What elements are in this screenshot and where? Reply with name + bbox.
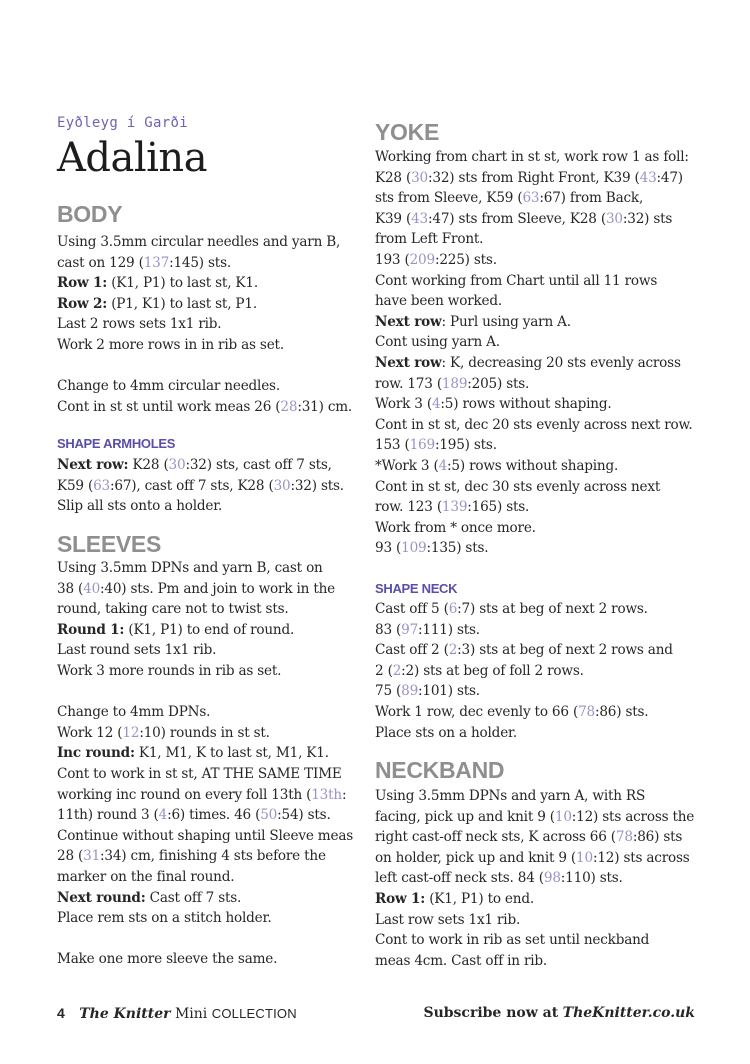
text-line (57, 867, 367, 888)
text-line (375, 620, 705, 641)
text-segment: Cast off 2 ( (375, 642, 449, 659)
text-segment: :2) sts at beg of foll 2 rows. (401, 662, 584, 679)
row-label: Row 2: (57, 295, 108, 312)
text-segment: Cont to work in rib as set until neckband (375, 932, 650, 949)
text-segment: 153 ( (375, 437, 410, 454)
text-segment: row. 173 ( (375, 375, 442, 392)
text-segment: :12) sts across (592, 849, 690, 866)
text-line (375, 168, 705, 189)
size-value: 4 (158, 807, 168, 824)
text-segment: (K1, P1) to last st, K1. (107, 275, 258, 292)
yoke-heading: YOKE (375, 119, 439, 145)
text-line (57, 397, 367, 418)
size-value: 63 (93, 477, 110, 494)
text-segment: :3) sts at beg of next 2 rows and (457, 642, 673, 659)
text-segment: on holder, pick up and knit 9 ( (375, 849, 577, 866)
text-line (375, 640, 705, 661)
size-value: 139 (441, 499, 468, 516)
text-segment: K1, M1, K to last st, M1, K1. (134, 745, 329, 762)
size-value: 2 (448, 642, 458, 659)
text-line (375, 807, 705, 828)
text-segment: Last 2 rows sets 1x1 rib. (57, 316, 222, 333)
text-line (375, 599, 705, 620)
text-line (375, 661, 705, 682)
row-label: Next row: (57, 457, 129, 473)
text-segment: sts from Sleeve, K59 ( (375, 190, 523, 207)
text-segment: : (341, 786, 347, 803)
text-segment: Cont to work in st st, AT THE SAME TIME (57, 765, 342, 782)
row-label: Round 1: (57, 621, 125, 638)
size-value: 209 (409, 251, 435, 268)
text-line (375, 477, 705, 498)
row-label: Next row (375, 354, 442, 371)
text-segment: :205) sts. (467, 375, 530, 392)
text-segment: :31) cm. (297, 398, 353, 415)
text-line (375, 827, 705, 848)
text-segment: :54) sts. (277, 807, 331, 824)
text-segment: :5) rows without shaping. (440, 396, 612, 413)
text-segment: Cont in st st, dec 20 sts evenly across next row. (375, 416, 693, 433)
size-value: 30 (605, 210, 623, 227)
text-line (375, 848, 705, 869)
text-segment: Place rem sts on a stitch holder. (57, 910, 272, 927)
sleeves-text (57, 558, 367, 970)
text-line (57, 273, 367, 294)
text-segment: Work 1 row, dec evenly to 66 ( (375, 703, 579, 720)
text-segment: Cast off 7 sts. (145, 889, 242, 906)
text-segment: : Purl using yarn A. (441, 313, 571, 330)
text-segment: Work 2 more rows in in rib as set. (57, 336, 284, 353)
text-line (375, 250, 705, 271)
text-segment: :86) sts. (594, 703, 649, 720)
text-segment: :145) sts. (169, 254, 231, 271)
text-line (375, 415, 705, 436)
text-segment: : K, decreasing 20 sts evenly across (441, 354, 681, 371)
text-line (375, 889, 705, 910)
text-segment: left cast-off neck sts. 84 ( (375, 870, 544, 887)
text-segment: 83 ( (375, 621, 402, 638)
text-line (375, 291, 705, 312)
text-line (57, 232, 367, 253)
text-line (375, 930, 705, 951)
size-value: 6 (448, 601, 458, 617)
text-line (375, 681, 705, 702)
text-line (375, 497, 705, 518)
size-value: 43 (411, 210, 428, 227)
text-line (375, 147, 705, 168)
sleeves-heading: SLEEVES (57, 531, 161, 557)
text-segment: 93 ( (375, 540, 402, 557)
text-line (375, 702, 705, 723)
text-segment: Work 3 ( (375, 396, 432, 413)
text-line (57, 908, 367, 929)
text-segment: Place sts on a holder. (375, 724, 517, 741)
text-segment: have been worked. (375, 293, 502, 310)
size-value: 137 (143, 254, 170, 271)
body-heading: BODY (57, 201, 123, 227)
text-segment: cast on 129 ( (57, 254, 144, 271)
text-segment: :32) sts from Right Front, K39 ( (427, 169, 640, 186)
size-value: 12 (122, 724, 140, 741)
text-line (57, 723, 367, 744)
text-segment: Working from chart in st st, work row 1 as foll: (375, 149, 689, 165)
text-segment: 28 ( (57, 848, 84, 865)
text-line (375, 723, 705, 744)
size-value: 78 (578, 703, 595, 720)
text-segment: 75 ( (375, 683, 402, 700)
size-value: 189 (441, 375, 468, 392)
text-line (375, 786, 705, 807)
size-value: 89 (401, 683, 419, 700)
text-segment: :135) sts. (426, 540, 489, 557)
text-line (57, 702, 367, 723)
text-segment: Using 3.5mm circular needles and yarn B, (57, 234, 341, 250)
text-segment: :40) sts. Pm and join to work in the (100, 580, 335, 597)
text-segment: :32) sts. (290, 477, 344, 494)
shape-armholes-heading: SHAPE ARMHOLES (57, 436, 176, 451)
text-segment: Cont using yarn A. (375, 334, 500, 351)
size-value: 109 (401, 540, 427, 557)
text-segment: :165) sts. (467, 499, 530, 516)
text-segment: :67), cast off 7 sts, K28 ( (109, 477, 274, 494)
text-segment: Last round sets 1x1 rib. (57, 642, 217, 659)
yoke-text (375, 147, 705, 559)
text-segment: :10) rounds in st st. (139, 724, 270, 741)
text-line (57, 294, 367, 315)
text-line (57, 785, 367, 806)
neck-text (375, 599, 705, 743)
text-line (57, 579, 367, 600)
size-value: 97 (401, 621, 419, 638)
text-segment: Change to 4mm circular needles. (57, 378, 280, 395)
text-line (375, 353, 705, 374)
size-value: 10 (554, 808, 572, 825)
text-line (375, 312, 705, 333)
body-text (57, 232, 367, 417)
text-line (375, 188, 705, 209)
text-segment: Make one more sleeve the same. (57, 951, 278, 968)
size-value: 30 (273, 477, 291, 494)
size-value: 2 (392, 662, 402, 679)
text-line (57, 476, 367, 497)
text-line (375, 435, 705, 456)
text-segment: :32) sts (622, 210, 673, 227)
text-segment: :47) (656, 169, 683, 186)
row-label: Next round: (57, 889, 146, 906)
text-line (57, 929, 367, 950)
text-segment: 193 ( (375, 251, 410, 268)
text-line (375, 538, 705, 559)
text-segment: Cont working from Chart until all 11 rows (375, 272, 658, 289)
size-value: 30 (411, 169, 428, 186)
row-label: Row 1: (375, 890, 426, 907)
text-segment: (K1, P1) to end of round. (124, 621, 295, 638)
footer-left (57, 1005, 297, 1022)
text-segment: :111) sts. (418, 621, 480, 638)
text-line (375, 374, 705, 395)
text-line (375, 951, 705, 972)
text-segment: K28 ( (375, 169, 412, 186)
text-segment: Slip all sts onto a holder. (57, 498, 223, 515)
text-segment: meas 4cm. Cast off in rib. (375, 952, 548, 969)
text-segment: Work from * once more. (375, 519, 536, 536)
text-line (57, 743, 367, 764)
text-segment: :110) sts. (560, 870, 623, 887)
text-segment: Work 3 more rounds in rib as set. (57, 662, 282, 679)
row-label: Row 1: (57, 275, 108, 292)
text-segment: Cont in st st until work meas 26 ( (57, 398, 281, 415)
text-segment: :47) sts from Sleeve, K28 ( (427, 210, 606, 227)
text-segment: Using 3.5mm DPNs and yarn B, cast on (57, 560, 323, 576)
size-value: 169 (409, 437, 435, 454)
size-value: 40 (83, 580, 101, 597)
text-segment: right cast-off neck sts, K across 66 ( (375, 829, 616, 846)
size-value: 28 (280, 398, 298, 415)
text-line (375, 271, 705, 292)
size-value: 63 (522, 190, 540, 207)
neckband-heading: NECKBAND (375, 757, 505, 783)
page-number: 4 (57, 1005, 65, 1021)
text-line (57, 253, 367, 274)
text-line (375, 332, 705, 353)
size-value: 4 (438, 457, 448, 474)
magazine-collection: COLLECTION (211, 1006, 297, 1021)
text-line (375, 229, 705, 250)
footer-right (423, 1005, 695, 1021)
text-segment: :6) times. 46 ( (167, 807, 261, 824)
text-line (57, 661, 367, 682)
text-line (57, 356, 367, 377)
text-segment: (P1, K1) to last st, P1. (107, 295, 257, 312)
text-segment: marker on the final round. (57, 868, 235, 885)
text-segment: :12) sts across the (571, 808, 695, 825)
size-value: 13th (311, 786, 342, 803)
text-segment: Continue without shaping until Sleeve meas (57, 827, 354, 844)
text-line (57, 558, 367, 579)
size-value: 50 (260, 807, 278, 824)
text-segment: :34) cm, finishing 4 sts before the (100, 848, 326, 865)
text-segment: Work 12 ( (57, 724, 123, 741)
text-segment: :5) rows without shaping. (447, 457, 619, 474)
text-segment: :225) sts. (434, 251, 497, 268)
text-line (57, 682, 367, 703)
text-line (375, 910, 705, 931)
size-value: 78 (615, 829, 633, 846)
text-line (375, 868, 705, 889)
text-line (375, 456, 705, 477)
size-value: 31 (83, 848, 101, 865)
text-segment: Last row sets 1x1 rib. (375, 911, 521, 928)
text-line (57, 826, 367, 847)
size-value: 4 (431, 396, 441, 413)
text-line (57, 846, 367, 867)
magazine-mini: Mini (174, 1006, 208, 1022)
text-line (57, 888, 367, 909)
text-segment: 2 ( (375, 662, 393, 679)
text-segment: K28 ( (128, 457, 169, 473)
text-segment: 38 ( (57, 580, 84, 597)
text-segment: :7) sts at beg of next 2 rows. (457, 601, 648, 617)
text-segment: :32) sts, cast off 7 sts, (185, 457, 332, 473)
text-segment: round, taking care not to twist sts. (57, 601, 289, 618)
shape-neck-heading: SHAPE NECK (375, 581, 458, 596)
text-line (375, 518, 705, 539)
size-value: 10 (576, 849, 593, 866)
armholes-text (57, 455, 367, 517)
pattern-subtitle: Eyðleyg í Garði (57, 115, 188, 131)
text-segment: Change to 4mm DPNs. (57, 704, 211, 721)
text-line (57, 949, 367, 970)
row-label: Next row (375, 313, 442, 330)
text-segment: Cast off 5 ( (375, 601, 449, 617)
text-segment: *Work 3 ( (375, 457, 439, 474)
text-line (375, 209, 705, 230)
text-line (375, 394, 705, 415)
magazine-brand: The Knitter (79, 1006, 171, 1022)
text-segment: 11th) round 3 ( (57, 807, 159, 824)
text-segment: working inc round on every foll 13th ( (57, 786, 312, 803)
text-line (57, 335, 367, 356)
text-line (57, 455, 367, 476)
text-segment: :67) from Back, (539, 190, 644, 207)
text-segment: K59 ( (57, 477, 94, 494)
text-line (57, 764, 367, 785)
text-segment: K39 ( (375, 210, 412, 227)
text-line (57, 599, 367, 620)
subscribe-text: Subscribe now at (423, 1005, 559, 1021)
text-segment: Using 3.5mm DPNs and yarn A, with RS (375, 788, 646, 804)
row-label: Inc round: (57, 745, 135, 762)
text-segment: from Left Front. (375, 231, 484, 248)
website-link[interactable]: TheKnitter.co.uk (562, 1005, 695, 1021)
text-segment: (K1, P1) to end. (425, 890, 534, 907)
text-segment: :101) sts. (418, 683, 480, 700)
text-segment: :86) sts (632, 829, 683, 846)
page-title: Adalina (57, 135, 208, 181)
text-line (57, 314, 367, 335)
text-line (57, 376, 367, 397)
text-segment: row. 123 ( (375, 499, 442, 516)
text-segment: Cont in st st, dec 30 sts evenly across next (375, 478, 661, 495)
size-value: 30 (168, 457, 186, 473)
text-segment: :195) sts. (434, 437, 497, 454)
neckband-text (375, 786, 705, 971)
text-line (57, 805, 367, 826)
text-line (57, 640, 367, 661)
size-value: 98 (543, 870, 561, 887)
text-line (57, 620, 367, 641)
size-value: 43 (639, 169, 657, 186)
text-segment: facing, pick up and knit 9 ( (375, 808, 555, 825)
text-line (57, 496, 367, 517)
